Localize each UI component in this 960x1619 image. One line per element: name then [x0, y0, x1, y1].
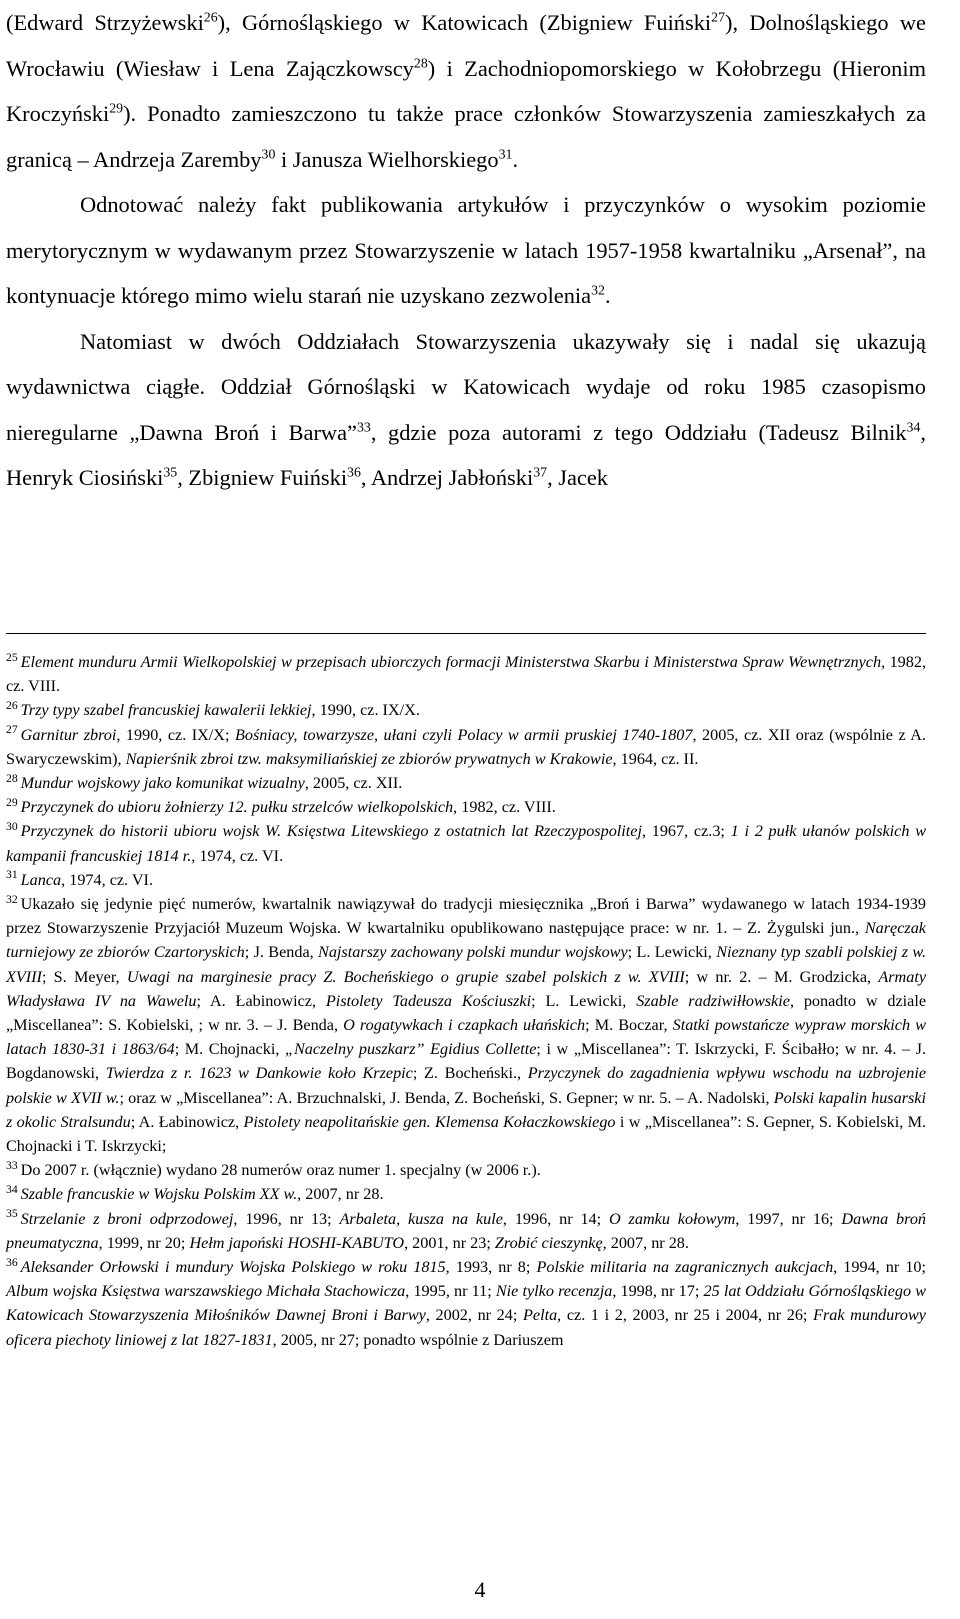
footnote-30: $^{30}$ Przyczynek do historii ubioru wojsk W. Księstwa Litewskiego z ostatnich lat Rzeczypospolitej, 1967, cz.3; 1 i 2 pułk ułanów polskich w kampanii francuskiej 1814 r., 1974, cz. VI.	[6, 820, 926, 865]
main-text	[6, 0, 926, 501]
footnote-29: $^{29}$ Przyczynek do ubioru żołnierzy 12. pułku strzelców wielkopolskich, 1982, cz. VIII.	[6, 795, 556, 817]
footnote-ref[interactable]: 27	[711, 10, 725, 26]
footnote-31: $^{31}$ Lanca, 1974, cz. VI.	[6, 868, 153, 889]
footnote-ref[interactable]: 32	[591, 283, 605, 299]
footnote-ref[interactable]: 26	[203, 10, 218, 26]
footnote-25: $^{25}$ Element munduru Armii Wielkopolskiej w przepisach ubiorczych formacji Ministerstwa Skarbu i Ministerstwa Spraw Wewnętrznych, 1982, cz. VIII.	[6, 650, 927, 696]
footnote-ref[interactable]: 33	[356, 419, 371, 435]
footnote-32: $^{32}$ Ukazało się jedynie pięć numerów, kwartalnik nawiązywał do tradycji miesięcznika „Broń i Barwa” wydawanego w latach 1934-1939 przez Stowarzyszenie Przyjaciół Muzeum Wojska. W kwartalniku opublikowano następujące prace: w nr. 1. – Z. Żygulski jun., Naręczak turniejowy ze zbiorów Czartoryskich; J. Benda, Najstarszy zachowany polski mundur wojskowy; L. Lewicki, Nieznany typ szabli polskiej z w. XVIII; S. Meyer, Uwagi na marginesie pracy Z. Bocheńskiego o grupie szabel polskich z w. XVIII; w nr. 2. – M. Grodzicka, Armaty Władysława IV na Wawelu; A. Łabinowicz, Pistolety Tadeusza Kościuszki; L. Lewicki, Szable radziwiłłowskie, ponadto w dziale „Miscellanea”: S. Kobielski, ; w nr. 3. – J. Benda, O rogatywkach i czapkach ułańskich; M. Boczar, Statki powstańcze wypraw morskich w latach 1830-31 i 1863/64; M. Chojnacki, „Naczelny puszkarz” Egidius Collette; i w „Miscellanea”: T. Iskrzycki, F. Ścibałło; w nr. 4. – J. Bogdanowski, Twierdza z r. 1623 w Dankowie koło Krzepic; Z. Bocheński., Przyczynek do zagadnienia wpływu wschodu na uzbrojenie polskie w XVII w.; oraz w „Miscellanea”: A. Brzuchnalski, J. Benda, Z. Bocheński, S. Gepner; w nr. 5. – A. Nadolski, Polski kapalin husarski z okolic Stralsundu; A. Łabinowicz, Pistolety neapolitańskie gen. Klemensa Kołaczkowskiego i w „Miscellanea”: S. Gepner, S. Kobielski, M. Chojnacki i T. Iskrzycki;	[6, 892, 927, 1156]
footnote-ref[interactable]: 31	[498, 146, 513, 162]
footnote-ref[interactable]: 30	[261, 146, 276, 162]
footnote-separator	[6, 633, 926, 634]
paragraph-1: (Edward Strzyżewski$^{26}$), Górnośląskiego w Katowicach (Zbigniew Fuiński$^{27}$), Dolnośląskiego we Wrocławiu (Wiesław i Lena Zajączkowscy$^{28}$) i Zachodniopomorskiego w Kołobrzegu (Hieronim Kroczyński$^{29}$). Ponadto zamieszczono tu także prace członków Stowarzyszenia zamieszkałych za granicą – Andrzeja Zaremby$^{30}$ i Janusza Wielhorskiego$^{31}$.	[6, 10, 926, 172]
paragraph-2: Odnotować należy fakt publikowania artykułów i przyczynków o wysokim poziomie merytorycznym w wydawanym przez Stowarzyszenie w latach 1957-1958 kwartalniku „Arsenał”, na kontynuacje którego mimo wielu starań nie uzyskano zezwolenia$^{32}$.	[6, 192, 926, 308]
footnote-ref[interactable]: 37	[533, 465, 548, 481]
footnote-28: $^{28}$ Mundur wojskowy jako komunikat wizualny, 2005, cz. XII.	[6, 771, 403, 793]
page-number: 4	[474, 1577, 486, 1602]
footnote-ref[interactable]: 28	[413, 55, 428, 71]
footnote-33: $^{33}$ Do 2007 r. (włącznie) wydano 28 numerów oraz numer 1. specjalny (w 2006 r.).	[6, 1158, 541, 1180]
footnote-26: $^{26}$ Trzy typy szabel francuskiej kawalerii lekkiej, 1990, cz. IX/X.	[6, 699, 420, 720]
footnote-36: $^{36}$ Aleksander Orłowski i mundury Wojska Polskiego w roku 1815, 1993, nr 8; Polskie militaria na zagranicznych aukcjach, 1994, nr 10; Album wojska Księstwa warszawskiego Michała Stachowicza, 1995, nr 11; Nie tylko recenzja, 1998, nr 17; 25 lat Oddziału Górnośląskiego w Katowicach Stowarzyszenia Miłośników Dawnej Broni i Barwy, 2002, nr 24; Pelta, cz. 1 i 2, 2003, nr 25 i 2004, nr 26; Frak mundurowy oficera piechoty liniowej z lat 1827-1831, 2005, nr 27; ponadto wspólnie z Dariuszem	[6, 1255, 927, 1349]
footnote-27: $^{27}$ Garnitur zbroi, 1990, cz. IX/X; Bośniacy, towarzysze, ułani czyli Polacy w armii pruskiej 1740-1807, 2005, cz. XII oraz (wspólnie z A. Swaryczewskim), Napierśnik zbroi tzw. maksymiliańskiej ze zbiorów prywatnych w Krakowie, 1964, cz. II.	[6, 723, 926, 768]
footnote-34: $^{34}$ Szable francuskie w Wojsku Polskim XX w., 2007, nr 28.	[6, 1183, 384, 1204]
footnotes	[6, 650, 926, 1352]
footnote-ref[interactable]: 35	[163, 465, 178, 481]
footnote-ref[interactable]: 29	[109, 101, 124, 117]
paragraph-3: Natomiast w dwóch Oddziałach Stowarzyszenia ukazywały się i nadal się ukazują wydawnictwa ciągłe. Oddział Górnośląski w Katowicach wydaje od roku 1985 czasopismo nieregularne „Dawna Broń i Barwa”$^{33}$, gdzie poza autorami z tego Oddziału (Tadeusz Bilnik$^{34}$, Henryk Ciosiński$^{35}$, Zbigniew Fuiński$^{36}$, Andrzej Jabłoński$^{37}$, Jacek	[6, 328, 926, 490]
footnote-ref[interactable]: 34	[906, 419, 921, 435]
footnote-ref[interactable]: 36	[347, 465, 361, 481]
footnote-35: $^{35}$ Strzelanie z broni odprzodowej, 1996, nr 13; Arbaleta, kusza na kule, 1996, nr 14; O zamku kołowym, 1997, nr 16; Dawna broń pneumatyczna, 1999, nr 20; Hełm japoński HOSHI-KABUTO, 2001, nr 23; Zrobić cieszynkę, 2007, nr 28.	[6, 1207, 927, 1252]
